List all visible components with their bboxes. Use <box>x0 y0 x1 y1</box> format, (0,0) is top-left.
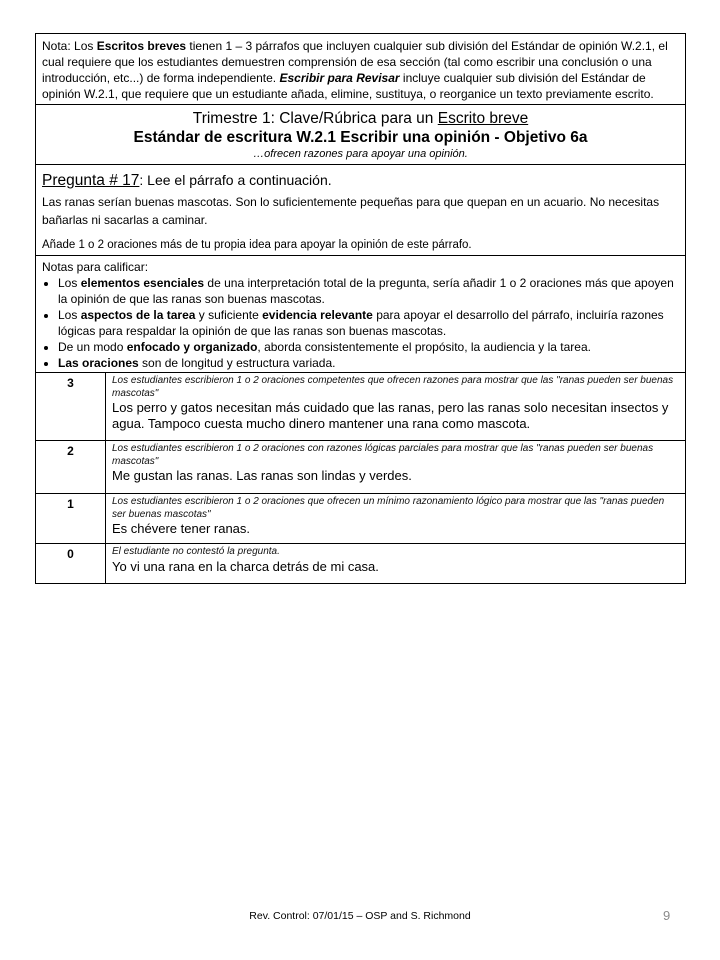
rubric-table <box>35 33 686 584</box>
question-instruction: : Lee el párrafo a continuación. <box>139 172 332 188</box>
score-value: 2 <box>36 441 106 494</box>
score-example: Los perro y gatos necesitan más cuidado que las ranas, pero las ranas solo necesitan insectos y agua. Tampoco cuesta mucho dinero mantener una rana como mascota. <box>112 400 669 431</box>
criteria-item: • Los elementos esenciales de una interpretación total de la pregunta, sería añadir 1 o 2 oraciones más que apoyen la opinión de que las ranas son buenas mascotas. <box>58 275 679 307</box>
note-text: Los <box>70 39 97 53</box>
rubric-title <box>42 109 679 128</box>
score-value: 3 <box>36 373 106 441</box>
score-example: Yo vi una rana en la charca detrás de mi casa. <box>112 558 379 574</box>
score-description-cell <box>106 441 686 494</box>
question-row <box>36 165 686 256</box>
score-value: 0 <box>36 544 106 584</box>
scoring-notes-row <box>36 256 686 373</box>
score-row <box>36 544 686 584</box>
score-value: 1 <box>36 494 106 544</box>
scoring-notes-cell <box>36 256 686 373</box>
objective-subtitle: …ofrecen razones para apoyar una opinión. <box>253 148 468 160</box>
question-paragraph: Las ranas serían buenas mascotas. Son lo suficientemente pequeñas para que quepan en un acuario. No necesitas bañarlas ni sacarlas a caminar. <box>42 195 660 227</box>
note-label: Nota: <box>42 39 71 53</box>
score-row <box>36 441 686 494</box>
score-description: Los estudiantes escribieron 1 o 2 oraciones competentes que ofrecen razones para mostrar que las "ranas pueden ser buenas mascotas" <box>112 375 674 399</box>
scoring-notes-heading: Notas para calificar: <box>42 260 149 274</box>
note-row <box>36 34 686 105</box>
note-bold-write-to-revise: Escribir para Revisar <box>279 71 400 85</box>
question-add-instruction: Añade 1 o 2 oraciones más de tu propia idea para apoyar la opinión de este párrafo. <box>42 239 472 251</box>
criteria-item: • Las oraciones son de longitud y estructura variada. <box>58 355 679 371</box>
score-description: Los estudiantes escribieron 1 o 2 oraciones con razones lógicas parciales para mostrar que las "ranas pueden ser buenas mascotas" <box>112 443 654 467</box>
score-description-cell <box>106 494 686 544</box>
score-example: Es chévere tener ranas. <box>112 521 251 536</box>
title-cell <box>36 105 686 165</box>
title-row <box>36 105 686 165</box>
note-text: tienen 1 – 3 párrafos que incluyen cualquier sub división del Estándar de opinión W.2.1, el cual requiere que los estudiantes demuestren comprensión de esa sección (tal como escribir una conclusión o una introducción, etc...) de forma independiente. <box>42 39 668 85</box>
question-cell <box>36 165 686 256</box>
question-label: Pregunta # 17 <box>42 172 140 189</box>
scoring-criteria-list <box>42 275 679 371</box>
score-row <box>36 494 686 544</box>
score-description-cell <box>106 373 686 441</box>
score-row <box>36 373 686 441</box>
rubric-title-prefix: Trimestre 1: Clave/Rúbrica para un <box>192 110 438 127</box>
criteria-item: • Los aspectos de la tarea y suficiente evidencia relevante para apoyar el desarrollo del párrafo, incluiría razones lógicas para respaldar la opinión de que las ranas son buenas mascotas. <box>58 307 679 339</box>
score-example: Me gustan las ranas. Las ranas son lindas y verdes. <box>112 468 412 483</box>
criteria-item: • De un modo enfocado y organizado, aborda consistentemente el propósito, la audiencia y la tarea. <box>58 339 679 355</box>
question-heading <box>42 170 679 191</box>
note-cell <box>36 34 686 105</box>
note-bold-short-writing: Escritos breves <box>96 39 187 53</box>
rubric-title-underlined: Escrito breve <box>437 110 529 127</box>
score-description-cell <box>106 544 686 584</box>
score-description: Los estudiantes escribieron 1 o 2 oraciones que ofrecen un mínimo razonamiento lógico para mostrar que las "ranas pueden ser buenas mascotas" <box>112 496 665 520</box>
note-text: incluye cualquier sub división del Estándar de opinión W.2.1, que requiere que un estudiante añada, elimine, sustituya, o reorganice un texto previamente escrito. <box>42 71 654 101</box>
score-description: El estudiante no contestó la pregunta. <box>112 546 280 557</box>
standard-title: Estándar de escritura W.2.1 Escribir una opinión - Objetivo 6a <box>133 129 588 146</box>
footer-revision: Rev. Control: 07/01/15 – OSP and S. Richmond <box>249 910 471 922</box>
page-number: 9 <box>663 908 671 923</box>
